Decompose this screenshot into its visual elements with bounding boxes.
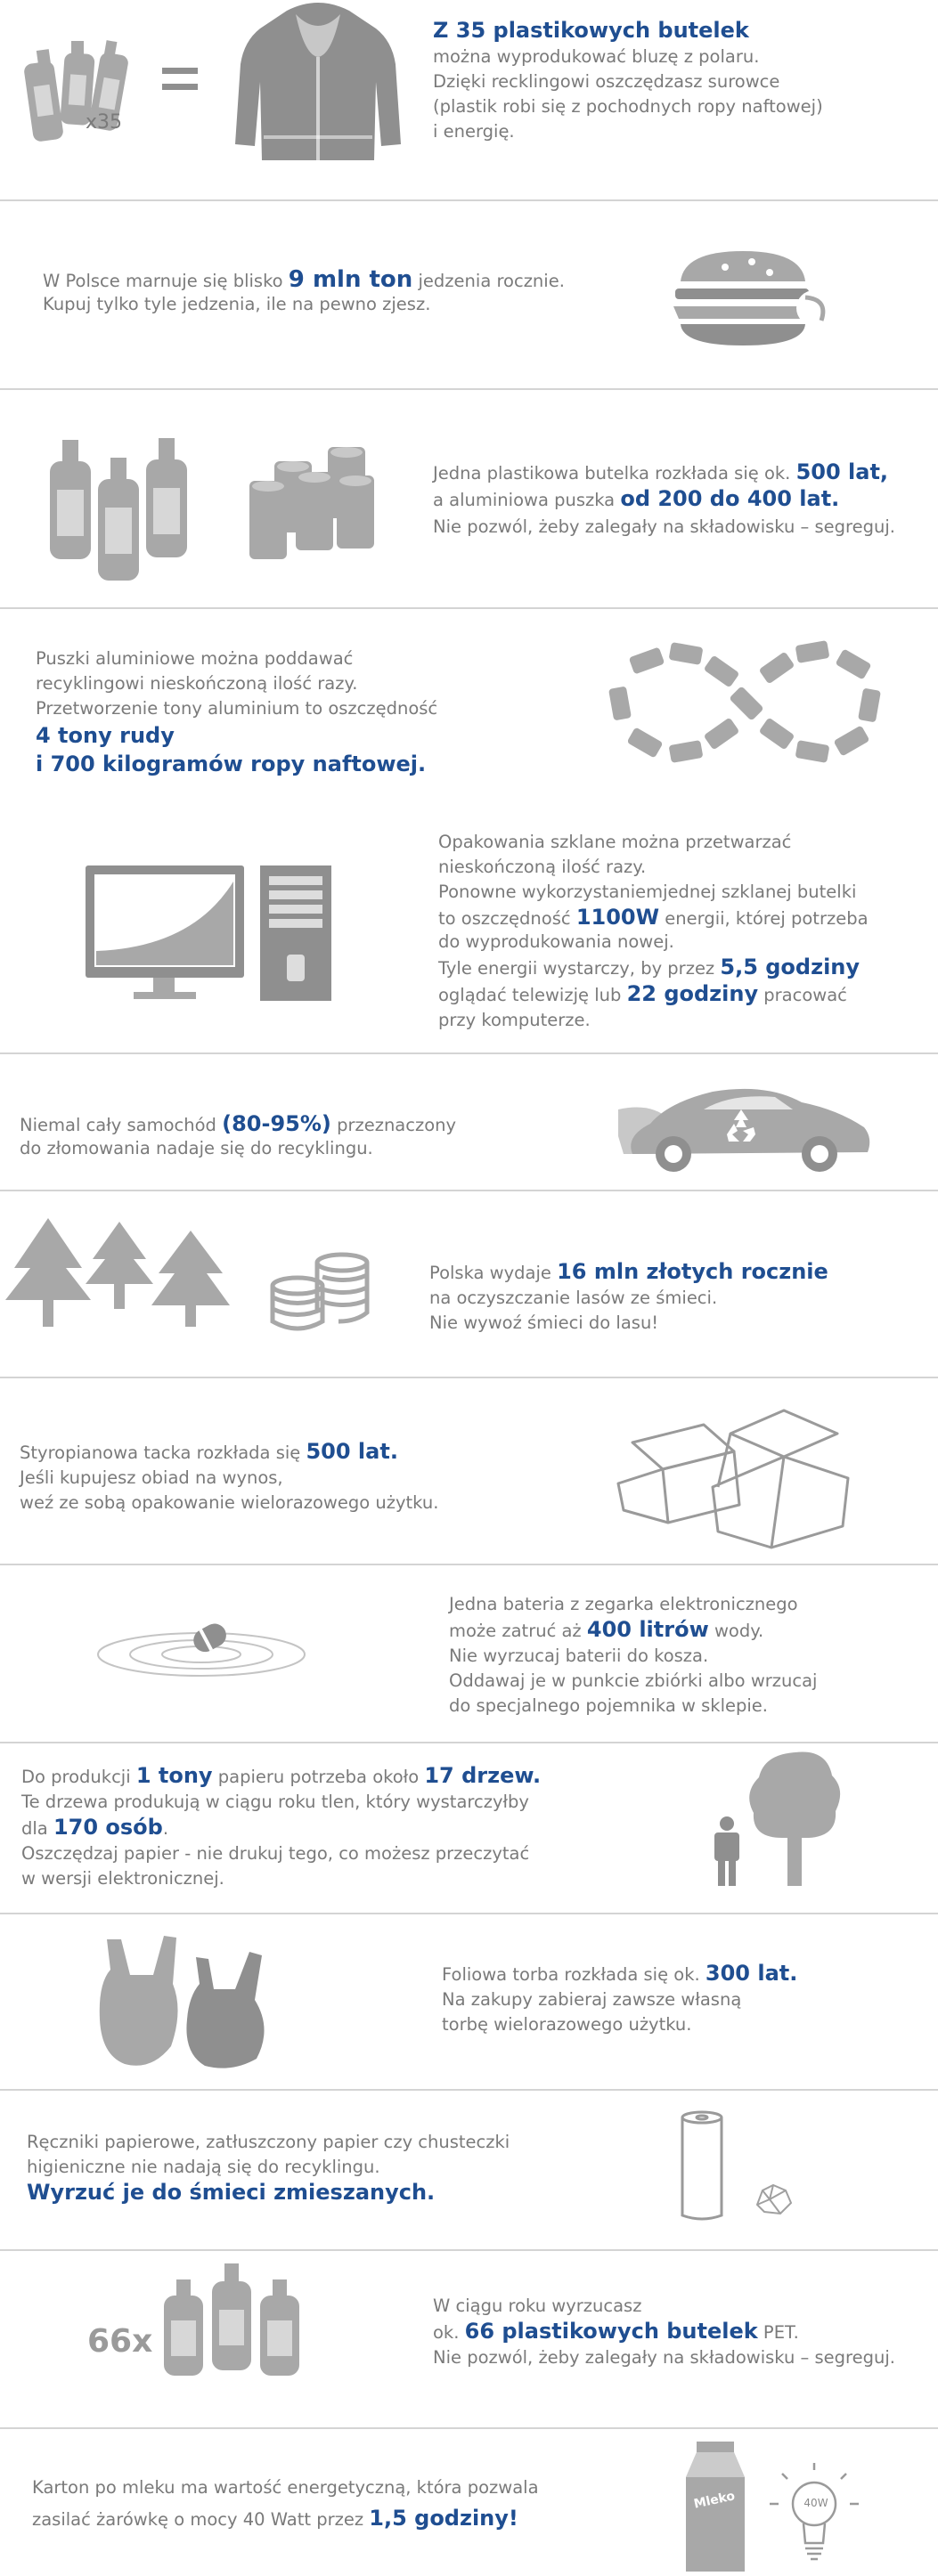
battery-water-icon xyxy=(94,1606,308,1686)
divider xyxy=(0,1190,938,1191)
infinity-cans-icon xyxy=(595,636,898,778)
glass-line-6: Tyle energii wystarczy, by przez 5,5 godziny xyxy=(438,955,861,979)
car-line-2: do złomowania nadaje się do recyklingu. xyxy=(20,1138,373,1158)
pet-count: 66x xyxy=(87,2323,153,2360)
pet-line-1: W ciągu roku wyrzucasz xyxy=(433,2296,642,2316)
bags-line-1: Foliowa torba rozkłada się ok. 300 lat. xyxy=(442,1961,798,1986)
milk-carton-label: Mleko xyxy=(692,2489,737,2512)
fleece-line-4: i energię. xyxy=(433,121,515,142)
alu-highlight-1: 4 tony rudy xyxy=(36,723,175,748)
plastic-bags-icon xyxy=(98,1930,303,2073)
bottles-icon xyxy=(162,2262,305,2377)
trees-icon xyxy=(4,1218,244,1329)
recycle-icon xyxy=(723,1108,759,1143)
car-line-1: Niemal cały samochód (80-95%) przeznaczony xyxy=(20,1111,457,1136)
divider xyxy=(0,1377,938,1378)
cans-icon xyxy=(248,445,390,561)
coins-icon xyxy=(267,1250,374,1336)
food-line-1: W Polsce marnuje się blisko 9 mln ton jedzenia rocznie. xyxy=(43,266,565,293)
glass-line-2: nieskończoną ilość razy. xyxy=(438,857,647,877)
forest-line-1: Polska wydaje 16 mln złotych rocznie xyxy=(429,1259,828,1284)
paper-line-1: Do produkcji 1 tony papieru potrzeba około 17 drzew. xyxy=(21,1763,542,1788)
divider xyxy=(0,388,938,390)
divider xyxy=(0,2249,938,2251)
glass-line-4: to oszczędność 1100W energii, której potrzeba xyxy=(438,905,869,930)
divider xyxy=(0,1742,938,1743)
decomp-line-3: Nie pozwól, żeby zalegały na składowisku – segreguj. xyxy=(433,516,895,537)
foam-containers-icon xyxy=(615,1407,855,1549)
divider xyxy=(0,2089,938,2091)
computer-icon xyxy=(86,862,335,1004)
fleece-title: Z 35 plastikowych butelek xyxy=(433,18,749,43)
divider xyxy=(0,1913,938,1914)
alu-highlight-2: i 700 kilogramów ropy naftowej. xyxy=(36,752,427,776)
bottles-icon xyxy=(48,435,191,586)
fleece-line-1: można wyprodukować bluzę z polaru. xyxy=(433,46,760,67)
battery-line-4: Oddawaj je w punkcie zbiórki albo wrzucaj xyxy=(449,1670,818,1691)
paper-line-4: Oszczędzaj papier - nie drukuj tego, co możesz przeczytać xyxy=(21,1843,530,1864)
equals-icon xyxy=(162,68,198,91)
battery-line-1: Jedna bateria z zegarka elektronicznego xyxy=(449,1594,798,1614)
milk-line-2: zasilać żarówkę o mocy 40 Watt przez 1,5 godziny! xyxy=(32,2506,518,2531)
bulb-label: 40W xyxy=(803,2497,828,2509)
tree-icon xyxy=(746,1749,844,1888)
waste-line-1: Ręczniki papierowe, zatłuszczony papier czy chusteczki xyxy=(27,2132,510,2152)
pet-line-2: ok. 66 plastikowych butelek PET. xyxy=(433,2319,799,2344)
bags-line-3: torbę wielorazowego użytku. xyxy=(442,2014,692,2035)
battery-line-2: może zatruć aż 400 litrów wody. xyxy=(449,1617,764,1642)
crumpled-paper-icon xyxy=(754,2183,793,2215)
forest-line-2: na oczyszczanie lasów ze śmieci. xyxy=(429,1288,718,1308)
divider xyxy=(0,1564,938,1565)
glass-line-3: Ponowne wykorzystaniemjednej szklanej butelki xyxy=(438,882,857,902)
battery-line-5: do specjalnego pojemnika w sklepie. xyxy=(449,1695,769,1716)
forest-line-3: Nie wywoź śmieci do lasu! xyxy=(429,1312,659,1333)
alu-line-2: recyklingowi nieskończoną ilość razy. xyxy=(36,673,358,694)
divider xyxy=(0,1052,938,1054)
foam-line-3: weź ze sobą opakowanie wielorazowego użytku. xyxy=(20,1492,439,1513)
pet-line-3: Nie pozwól, żeby zalegały na składowisku – segreguj. xyxy=(433,2347,895,2368)
alu-line-3: Przetworzenie tony aluminium to oszczędność xyxy=(36,698,438,719)
divider xyxy=(0,199,938,201)
foam-line-2: Jeśli kupujesz obiad na wynos, xyxy=(20,1467,283,1488)
waste-line-2: higieniczne nie nadają się do recyklingu. xyxy=(27,2157,380,2177)
fleece-line-2: Dzięki recklingowi oszczędzasz surowce xyxy=(433,71,780,92)
food-line-2: Kupuj tylko tyle jedzenia, ile na pewno zjesz. xyxy=(43,294,431,314)
battery-line-3: Nie wyrzucaj baterii do kosza. xyxy=(449,1646,709,1666)
paper-line-5: w wersji elektronicznej. xyxy=(21,1868,224,1889)
milk-line-1: Karton po mleku ma wartość energetyczną, która pozwala xyxy=(32,2477,539,2498)
alu-line-1: Puszki aluminiowe można poddawać xyxy=(36,648,354,669)
foam-line-1: Styropianowa tacka rozkłada się 500 lat. xyxy=(20,1439,398,1464)
bottle-count-label: x35 xyxy=(86,111,123,134)
paper-line-3: dla 170 osób. xyxy=(21,1815,169,1840)
bags-line-2: Na zakupy zabieraj zawsze własną xyxy=(442,1989,742,2010)
burger-icon xyxy=(672,246,832,353)
divider xyxy=(0,2427,938,2429)
hoodie-icon xyxy=(233,2,403,162)
decomp-line-2: a aluminiowa puszka od 200 do 400 lat. xyxy=(433,486,840,511)
glass-line-1: Opakowania szklane można przetwarzać xyxy=(438,832,792,852)
glass-line-7: oglądać telewizję lub 22 godziny pracować xyxy=(438,981,847,1006)
glass-line-8: przy komputerze. xyxy=(438,1010,591,1030)
fleece-line-3: (plastik robi się z pochodnych ropy naftowej) xyxy=(433,96,823,117)
bulb-icon xyxy=(768,2461,875,2570)
paper-line-2: Te drzewa produkują w ciągu roku tlen, który wystarczyłby xyxy=(21,1792,529,1812)
decomp-line-1: Jedna plastikowa butelka rozkłada się ok. 500 lat, xyxy=(433,459,889,484)
glass-line-5: do wyprodukowania nowej. xyxy=(438,931,674,952)
waste-highlight: Wyrzuć je do śmieci zmieszanych. xyxy=(27,2180,436,2205)
person-icon xyxy=(709,1816,745,1888)
paper-towel-icon xyxy=(679,2110,725,2223)
divider xyxy=(0,607,938,609)
